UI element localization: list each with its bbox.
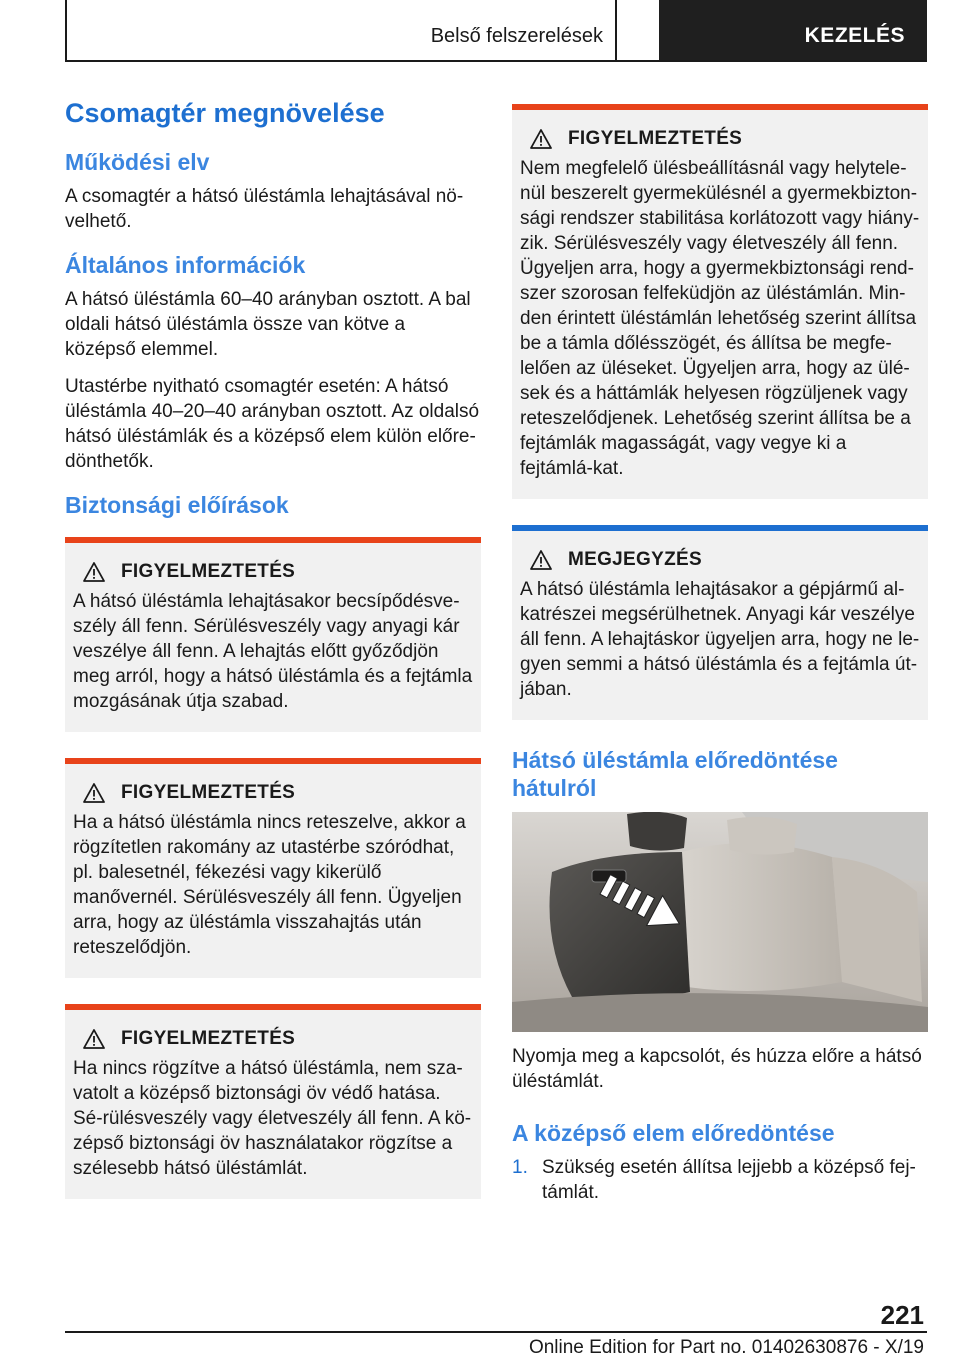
right-column	[512, 104, 928, 1205]
warning-triangle-icon	[83, 783, 105, 803]
page-header	[65, 0, 927, 62]
warning-text: A hátsó üléstámla lehajtásakor becsípődésve-szély áll fenn. Sérülésveszély vagy anyagi kár veszélye áll fenn. A lehajtás előtt győződjön meg arról, hogy a hátsó üléstámla és a fejtámla mozgásának útja szabad.	[73, 591, 473, 712]
heading-principle: Működési elv	[65, 149, 210, 175]
warning-text: Ha nincs rögzítve a hátsó üléstámla, nem sza-vatolt a középső biztonsági öv védő hatása. Sé-rülésveszély vagy életveszély áll fenn. A kö-zépső biztonsági öv használatakor rögzítse a szélesebb hátsó üléstámlát.	[73, 1058, 472, 1179]
heading-fold-from-rear: Hátsó üléstámla előredöntése hátulról	[512, 747, 838, 801]
section-general-info	[65, 252, 481, 474]
warning-box	[65, 537, 481, 732]
header-chapter-tab: KEZELÉS	[659, 0, 927, 60]
paragraph-general-info-2: Utastérbe nyitható csomagtér esetén: A hátsó üléstámla 40–20–40 arányban osztott. Az oldalsó hátsó üléstámlák és a középső elem külön előre-dönthetők.	[65, 376, 480, 472]
note-text: A hátsó üléstámla lehajtásakor a gépjármű al-katrészei megsérülhetnek. Anyagi kár veszélye áll fenn. A lehajtáskor ügyeljen arra, hogy ne le-gyen semmi a hátsó üléstámla és a fejtámla út-jában.	[520, 579, 920, 700]
warning-triangle-icon	[83, 1029, 105, 1049]
heading-general-info: Általános információk	[65, 252, 306, 278]
page-number: 221	[880, 1300, 924, 1330]
rear-seat-photo	[512, 812, 928, 1032]
left-column	[65, 98, 481, 1225]
warning-triangle-icon	[530, 550, 552, 570]
warning-title: FIGYELMEZTETÉS	[121, 561, 296, 582]
rear-seat-illustration	[512, 812, 928, 1032]
heading-safety: Biztonsági előírások	[65, 492, 289, 518]
warning-box	[65, 758, 481, 978]
warning-title: FIGYELMEZTETÉS	[121, 1028, 296, 1049]
paragraph-principle: A csomagtér a hátsó üléstámla lehajtásával nö-velhető.	[65, 186, 464, 232]
heading-center-element: A középső elem előredöntése	[512, 1120, 835, 1146]
section-principle	[65, 149, 481, 234]
page-title: Csomagtér megnövelése	[65, 98, 385, 128]
figure-caption: Nyomja meg a kapcsolót, és húzza előre a hátsó üléstámlát.	[512, 1046, 922, 1092]
footer-edition-text: Online Edition for Part no. 01402630876 - X/19	[528, 1337, 924, 1358]
header-section-title: Belső felszerelések	[407, 0, 617, 60]
warning-triangle-icon	[83, 562, 105, 582]
warning-text: Nem megfelelő ülésbeállításnál vagy helytele-nül beszerelt gyermekülésnél a gyermekbizton-sági rendszer stabilitása korlátozott vagy hiány-zik. Sérülésveszély vagy életveszély áll fenn. Ügyeljen arra, hogy a gyermekbiztonsági rend-szer szorosan felfeküdjön az üléstámlán. Min-den érintett üléstámlán lehetőség szerint állítsa be a támla dőlésszögét, és állítsa be megfe-lelően az üléseket. Ügyeljen arra, hogy az ülé-sek és a háttámlák helyesen rögzüljenek vagy reteszelődjenek. Lehetőség szerint állítsa be a fejtámlák magasságát, vagy vegye ki a fejtámlá-kat.	[520, 158, 920, 479]
warning-box	[65, 1004, 481, 1199]
list-item-text: Szükség esetén állítsa lejjebb a középső fej-támlát.	[542, 1157, 916, 1203]
warning-box	[512, 104, 928, 499]
warning-title: FIGYELMEZTETÉS	[121, 782, 296, 803]
note-title: MEGJEGYZÉS	[568, 549, 702, 570]
warning-text: Ha a hátsó üléstámla nincs reteszelve, akkor a rögzítetlen rakomány az utastérbe szóródhat, pl. balesetnél, fékezési vagy kikerülő manővernél. Sérülésveszély áll fenn. Ügyeljen arra, hogy az üléstámla visszahajtás után reteszelődjön.	[73, 812, 466, 958]
note-box	[512, 525, 928, 720]
warning-triangle-icon	[530, 129, 552, 149]
list-item-number: 1.	[512, 1157, 528, 1178]
list-item	[512, 1155, 928, 1205]
paragraph-general-info-1: A hátsó üléstámla 60–40 arányban osztott. A bal oldali hátsó üléstámla össze van kötve a középső elemmel.	[65, 289, 471, 360]
warning-title: FIGYELMEZTETÉS	[568, 128, 743, 149]
footer-divider	[65, 1331, 927, 1333]
